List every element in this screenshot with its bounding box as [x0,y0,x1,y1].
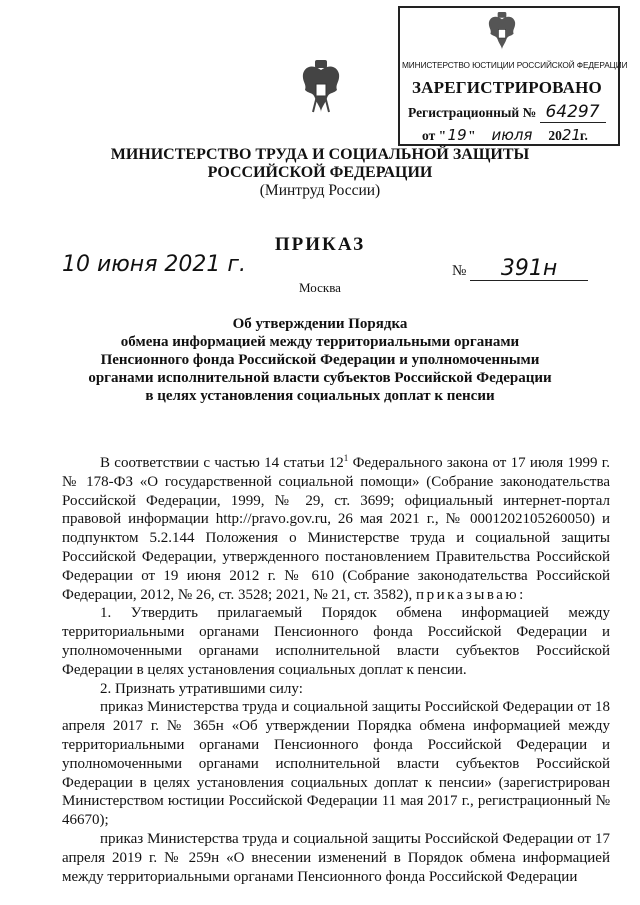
preamble-order-word: приказываю: [416,586,526,603]
title-line-5: в целях установления социальных доплат к пенсии [145,388,495,404]
stamp-emblem-icon [486,12,518,54]
city: Москва [299,280,341,295]
registration-stamp [398,6,628,146]
stamp-date-year-suffix: 21 [561,126,581,144]
stamp-date-year-prefix: 20 [548,128,562,143]
item-2-b: приказ Министерства труда и социальной защиты Российской Федерации от 17 апреля 2019 г. № 259н «О внесении изменений в Порядок обмена информацией между территориальными органами Пенсионного фонда Российской Федерации [62,830,610,885]
stamp-date-prefix: от [422,128,436,143]
stamp-reg-label: Регистрационный № [408,105,537,120]
ministry-short-name: (Минтруд России) [259,182,381,199]
stamp-reg-number: 64297 [540,102,606,123]
order-number-line [452,258,588,281]
stamp-date-day: 19 [447,126,467,144]
ministry-line-2: РОССИЙСКОЙ ФЕДЕРАЦИИ [207,164,433,181]
preamble-text-b: Федерального закона от 17 июля 1999 г. № 178-ФЗ «О государственной социальной помощи» (Собрание законодательства Российской Федерации, 1999, № 29, ст. 3699; официальный интернет-портал правовой информации http://pravo.gov.ru, 26 мая 2021 г., № 0001202105260050) и подпунктом 5.2.144 Положения о Министерстве труда и социальной защиты Российской Федерации, утвержденного постановлением Правительства Российской Федерации от 19 июня 2012 г. № 610 (Собрание законодательства Российской Федерации, 2012, № 26, ст. 3528; 2021, № 21, ст. 3582), [62,455,610,603]
order-date: 10 июня 2021 г. [62,252,246,277]
stamp-date-month: июля [479,126,545,145]
stamp-ministry-name: МИНИСТЕРСТВО ЮСТИЦИИ РОССИЙСКОЙ ФЕДЕРАЦИИ [402,60,628,70]
doc-type-title: ПРИКАЗ [274,234,366,255]
preamble-sup: 1 [343,453,349,463]
ministry-line-1: МИНИСТЕРСТВО ТРУДА И СОЦИАЛЬНОЙ ЗАЩИТЫ [110,146,530,163]
stamp-registered-label: ЗАРЕГИСТРИРОВАНО [412,78,602,97]
item-2-a: приказ Министерства труда и социальной защиты Российской Федерации от 18 апреля 2017 г. № 365н «Об утверждении Порядка обмена информацией между территориальными органами Пенсионного фонда Российской Федерации и уполномоченными органами исполнительной власти субъектов Российской Федерации в целях установления социальных доплат к пенсии» (зарегистрирован Министерством юстиции Российской Федерации 11 мая 2017 г., регистрационный № 46670); [62,699,610,829]
title-line-2: обмена информацией между территориальными органами [120,334,520,350]
stamp-date-suffix: г. [579,128,588,143]
coat-of-arms-icon [299,60,343,118]
item-1: 1. Утвердить прилагаемый Порядок обмена информацией между территориальными органами Пенсионного фонда Российской Федерации и уполномоченными органами исполнительной власти субъектов Российской Федерации в целях установления социальных доплат к пенсии. [62,605,610,678]
title-line-1: Об утверждении Порядка [232,316,408,332]
preamble-paragraph [62,449,610,604]
item-2: 2. Признать утратившими силу: [100,680,303,697]
order-number: 391н [470,258,588,281]
stamp-reg-number-line [408,102,606,123]
stamp-date-line: от "19" июля 2021г. [422,126,588,144]
title-line-4: органами исполнительной власти субъектов Российской Федерации [88,370,552,386]
document-body [62,449,610,886]
preamble-text-a: В соответствии с частью 14 статьи 12 [100,455,344,471]
title-line-3: Пенсионного фонда Российской Федерации и уполномоченными [100,352,540,368]
order-number-label: № [452,263,467,279]
